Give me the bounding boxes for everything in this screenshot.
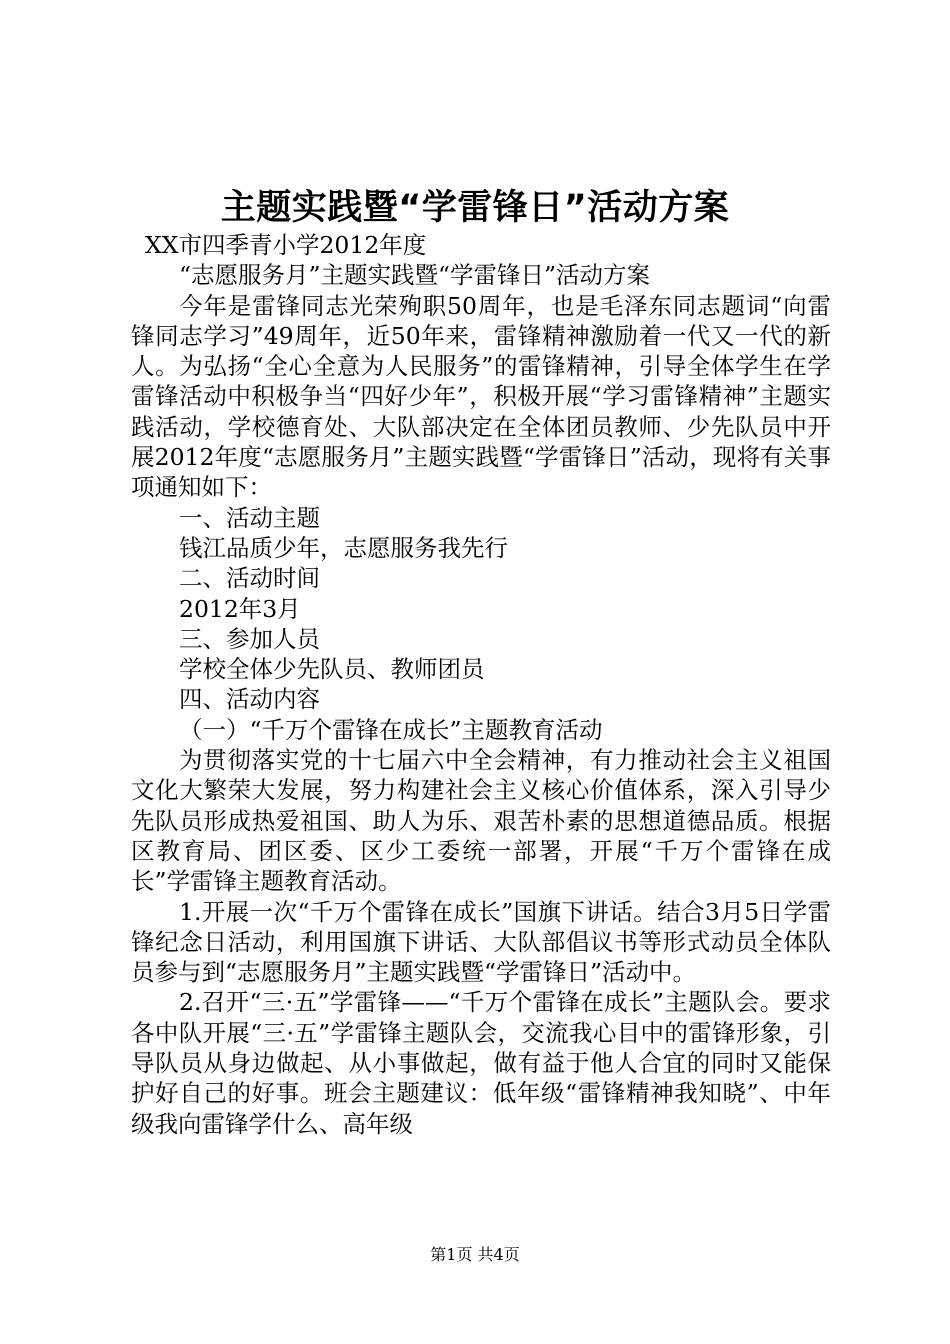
page-footer: 第1页 共4页	[430, 1245, 520, 1264]
section-body-theme: 钱江品质少年，志愿服务我先行	[179, 533, 508, 562]
document-body	[131, 230, 831, 1139]
document-title: 主题实践暨“学雷锋日”活动方案	[220, 188, 730, 228]
section-heading-time: 二、活动时间	[179, 564, 320, 593]
section-body-participants: 学校全体少先队员、教师团员	[179, 655, 485, 684]
section-body-time: 2012年3月	[179, 594, 301, 623]
section-heading-content: 四、活动内容	[179, 685, 320, 714]
section-heading-participants: 三、参加人员	[179, 624, 320, 653]
school-year-line: XX市四季青小学2012年度	[145, 231, 427, 259]
subtitle-line: “志愿服务月”主题实践暨“学雷锋日”活动方案	[179, 261, 651, 290]
list-item-1: 1.开展一次“千万个雷锋在成长”国旗下讲话。结合3月5日学雷锋纪念日活动，利用国旗下讲话、大队部倡议书等形式动员全体队员参与到“志愿服务月”主题实践暨“学雷锋日”活动中。	[131, 897, 831, 987]
subsection-paragraph: 为贯彻落实党的十七届六中全会精神，有力推动社会主义祖国文化大繁荣大发展，努力构建社会主义核心价值体系，深入引导少先队员形成热爱祖国、助人为乐、艰苦朴素的思想道德品质。根据区教育局、团区委、区少工委统一部署，开展“千万个雷锋在成长”学雷锋主题教育活动。	[131, 746, 831, 896]
list-item-2: 2.召开“三·五”学雷锋——“千万个雷锋在成长”主题队会。要求各中队开展“三·五”学雷锋主题队会，交流我心目中的雷锋形象，引导队员从身边做起、从小事做起，做有益于他人合宜的同时又能保护好自己的好事。班会主题建议：低年级“雷锋精神我知晓”、中年级我向雷锋学什么、高年级	[131, 988, 831, 1138]
section-heading-theme: 一、活动主题	[179, 503, 320, 532]
subsection-heading: （一）“千万个雷锋在成长”主题教育活动	[179, 715, 603, 744]
intro-paragraph: 今年是雷锋同志光荣殉职50周年，也是毛泽东同志题词“向雷锋同志学习”49周年，近50年来，雷锋精神激励着一代又一代的新人。为弘扬“全心全意为人民服务”的雷锋精神，引导全体学生在学雷锋活动中积极争当“四好少年”，积极开展“学习雷锋精神”主题实践活动，学校德育处、大队部决定在全体团员教师、少先队员中开展2012年度“志愿服务月”主题实践暨“学雷锋日”活动，现将有关事项通知如下：	[131, 291, 831, 502]
